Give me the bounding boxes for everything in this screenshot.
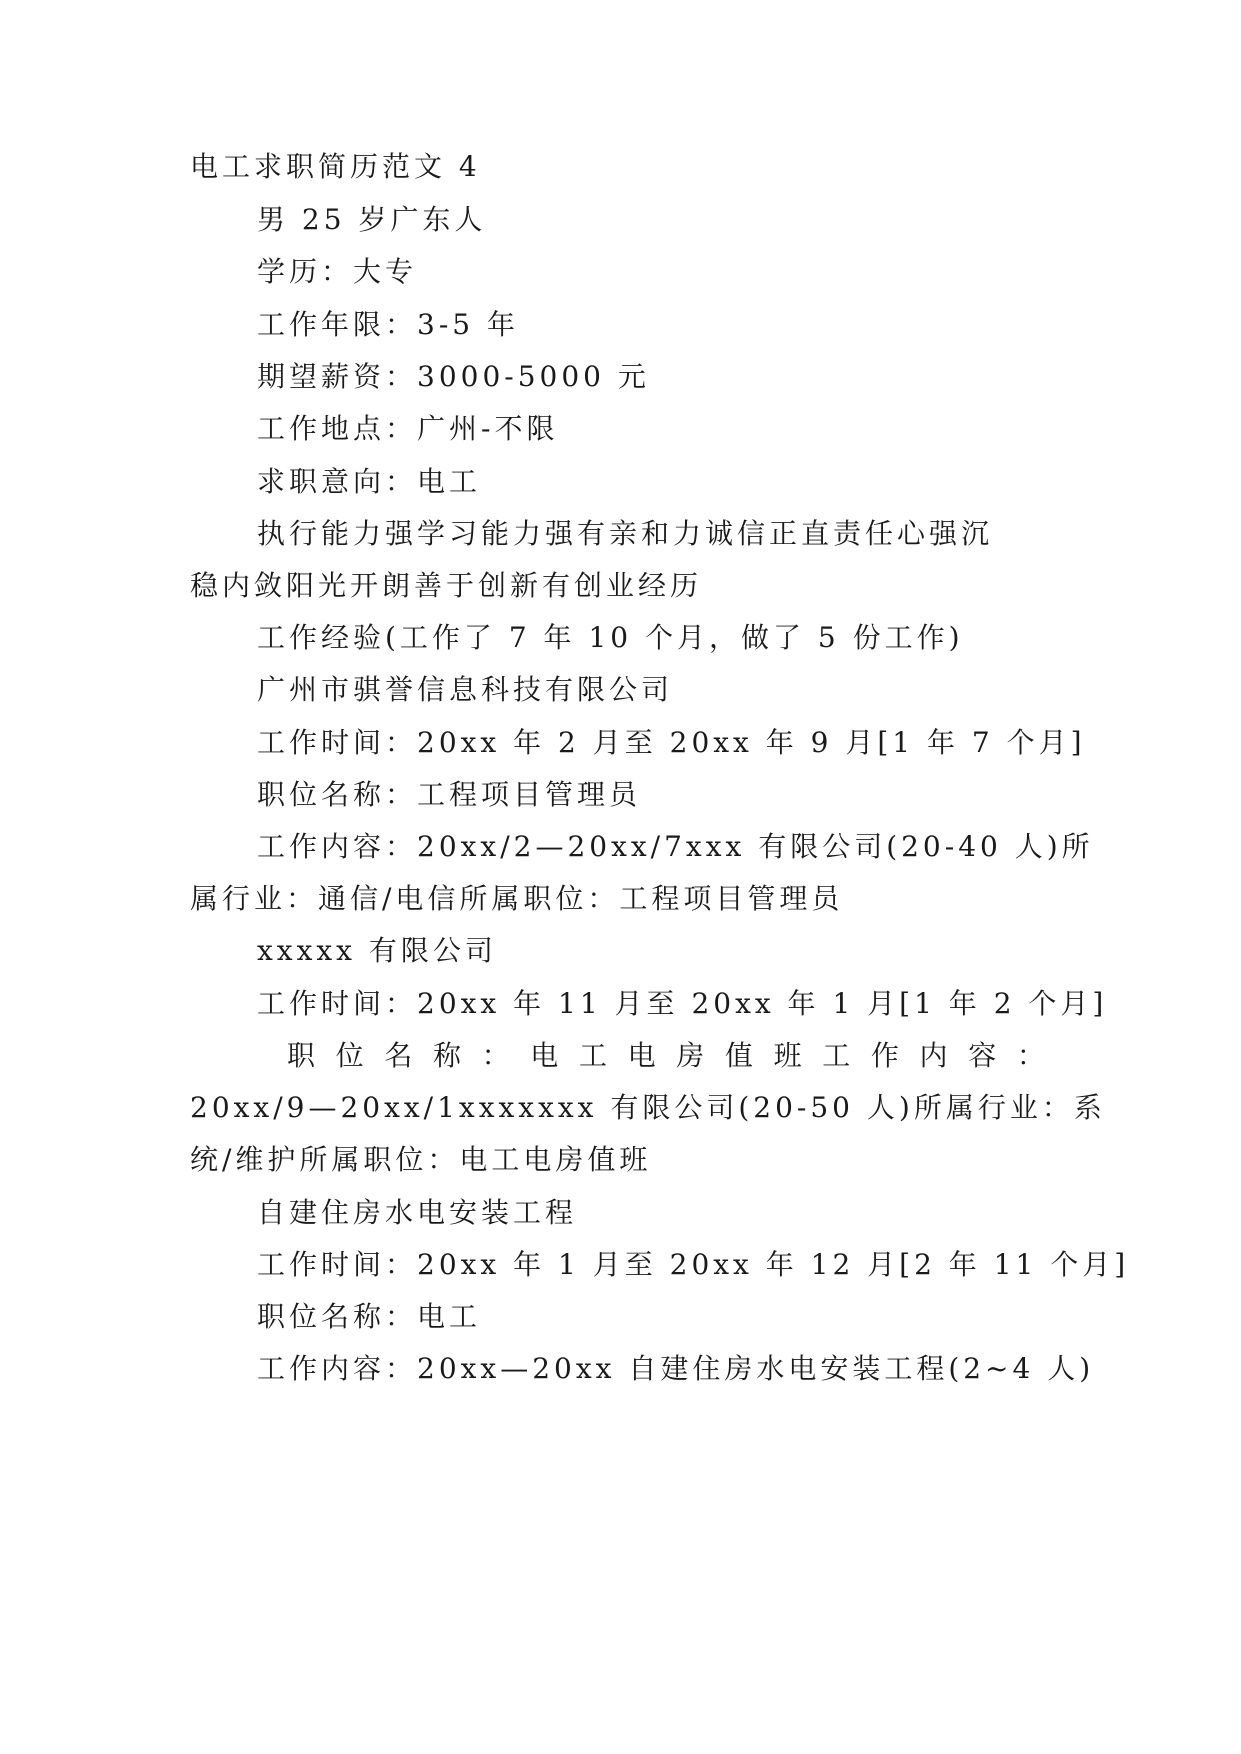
job-2-char: ： [1016, 1039, 1045, 1072]
profile-salary: 期望薪资：3000-5000 元 [257, 360, 650, 393]
job-2-char: 房 [676, 1039, 705, 1072]
job-2-char: 名 [384, 1039, 413, 1072]
job-1-time: 工作时间：20xx 年 2 月至 20xx 年 9 月[1 年 7 个月] [257, 726, 1086, 759]
job-2-char: 工 [822, 1039, 851, 1072]
job-2-content-line-1 [287, 1036, 1045, 1076]
job-2-content-line-3: 统/维护所属职位：电工电房值班 [190, 1143, 652, 1176]
job-2-char: 内 [919, 1039, 948, 1072]
job-1-position: 职位名称：工程项目管理员 [257, 778, 642, 811]
document-title: 电工求职简历范文 4 [190, 150, 481, 183]
job-3-company: 自建住房水电安装工程 [257, 1196, 578, 1229]
job-2-char: 工 [578, 1039, 607, 1072]
profile-location: 工作地点：广州-不限 [257, 412, 559, 445]
job-2-char: ： [481, 1039, 510, 1072]
job-2-char: 班 [773, 1039, 802, 1072]
job-1-content-line-1: 工作内容：20xx/2—20xx/7xxx 有限公司(20-40 人)所 [257, 830, 1094, 863]
job-2-content-line-2: 20xx/9—20xx/1xxxxxxx 有限公司(20-50 人)所属行业：系 [190, 1091, 1106, 1124]
experience-header: 工作经验(工作了 7 年 10 个月，做了 5 份工作) [257, 621, 964, 654]
job-2-company: xxxxx 有限公司 [257, 934, 497, 967]
profile-intention: 求职意向：电工 [257, 465, 482, 498]
job-2-char: 容 [968, 1039, 997, 1072]
job-1-content-line-2: 属行业：通信/电信所属职位：工程项目管理员 [190, 882, 844, 915]
job-2-char: 值 [724, 1039, 753, 1072]
job-2-char: 称 [432, 1039, 461, 1072]
job-1-company: 广州市骐誉信息科技有限公司 [257, 673, 674, 706]
job-2-time: 工作时间：20xx 年 11 月至 20xx 年 1 月[1 年 2 个月] [257, 987, 1108, 1020]
profile-education: 学历：大专 [257, 255, 418, 288]
profile-basic: 男 25 岁广东人 [257, 203, 487, 236]
self-evaluation-line-2: 稳内敛阳光开朗善于创新有创业经历 [190, 569, 703, 602]
job-3-time: 工作时间：20xx 年 1 月至 20xx 年 12 月[2 年 11 个月] [257, 1248, 1130, 1281]
job-2-char: 作 [870, 1039, 899, 1072]
profile-years: 工作年限：3-5 年 [257, 308, 519, 341]
job-3-content-line-1: 工作内容：20xx—20xx 自建住房水电安装工程(2~4 人) [257, 1352, 1095, 1385]
job-2-char: 电 [627, 1039, 656, 1072]
job-2-char: 位 [335, 1039, 364, 1072]
job-3-position: 职位名称：电工 [257, 1300, 482, 1333]
self-evaluation-line-1: 执行能力强学习能力强有亲和力诚信正直责任心强沉 [257, 517, 994, 550]
job-2-char: 电 [530, 1039, 559, 1072]
job-2-char: 职 [287, 1039, 316, 1072]
